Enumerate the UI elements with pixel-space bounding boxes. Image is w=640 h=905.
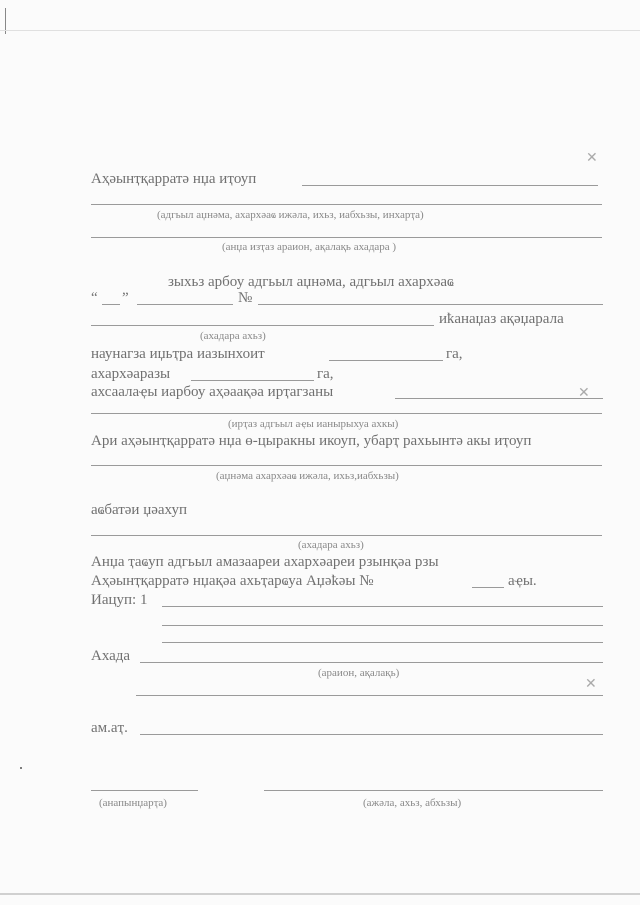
date-day-blank xyxy=(102,304,120,305)
scan-edge-top xyxy=(0,30,640,31)
caption-signature: (анапынџарҭа) xyxy=(99,797,167,809)
attachment-blank-1 xyxy=(162,606,603,607)
attachment-label: Иацуп: 1 xyxy=(91,592,148,608)
head-district-blank xyxy=(140,662,603,663)
caption-land-type: (ирҭаз адгьыл аҿы ианырыхуа ахкы) xyxy=(228,418,399,430)
caption-authority: (ахадара ахьз) xyxy=(200,330,266,342)
perpetual-area-unit: га, xyxy=(446,346,463,362)
scan-dot xyxy=(20,767,22,769)
caption-holder-details: (адгьыл аџнәма, ахархәаҩ ижәла, ихьз, иабхьзы, инхарҭа) xyxy=(157,209,424,221)
boundaries-blank xyxy=(395,398,603,399)
signer-name-blank xyxy=(264,790,603,791)
attachment-blank-3 xyxy=(162,642,603,643)
form-title-line: Аҳәынҭқарратә нџа иҭоуп xyxy=(91,171,257,187)
register-number-blank xyxy=(472,587,504,588)
head-label: Ахада xyxy=(91,648,131,664)
caption-recipient: (аџнәма ахархәаҩ ижәла, ихьз,иабхьзы) xyxy=(216,470,399,482)
seal-blank xyxy=(140,734,603,735)
caption-location: (анџа изҭаз араион, ақалақь ахадара ) xyxy=(222,241,397,253)
usage-label: ахархәаразы xyxy=(91,366,171,382)
caption-district: (араион, ақалақь) xyxy=(318,667,400,679)
usage-area-blank xyxy=(191,380,314,381)
head-signature-blank xyxy=(136,695,603,696)
land-type-blank xyxy=(91,413,602,414)
register-book-end: аҿы. xyxy=(508,573,537,589)
caption-signer-name: (ажәла, ахьз, абхьзы) xyxy=(363,797,462,809)
date-open-quote: “ xyxy=(91,290,98,306)
holder-details-blank xyxy=(91,204,602,205)
date-close-quote: ” xyxy=(122,290,129,306)
seal-label: ам.аҭ. xyxy=(91,720,128,736)
number-sign: № xyxy=(238,290,253,306)
date-month-blank xyxy=(137,304,233,305)
scan-artifact-mark: ✕ xyxy=(578,386,590,401)
second-copy-label: аҩбатәи џәахуп xyxy=(91,502,188,518)
copies-statement: Ари аҳәынҭқарратә нџа ө-цыракны икоуп, убарҭ рахьынтә акы иҭоуп xyxy=(91,433,532,449)
location-blank xyxy=(91,237,602,238)
authority-blank xyxy=(91,325,434,326)
decision-number-blank xyxy=(258,304,603,305)
scan-edge-bottom xyxy=(0,893,640,895)
land-owner-line: зыхьз арбоу адгьыл аџнәма, адгьыл ахархәаҩ xyxy=(168,274,454,290)
caption-second-authority: (ахадара ахьз) xyxy=(298,539,364,551)
attachment-blank-2 xyxy=(162,625,603,626)
decision-line-end: иҟанаџаз ақәџарала xyxy=(439,311,564,327)
boundaries-label: ахсаалаҿы иарбоу аҳәаақәа ирҭагзаны xyxy=(91,384,334,400)
scan-artifact-mark: ✕ xyxy=(585,677,597,692)
recipient-blank xyxy=(91,465,602,466)
usage-area-unit: га, xyxy=(317,366,334,382)
signature-blank xyxy=(91,790,198,791)
registration-statement: Анџа ҭаҩуп адгьыл амазаареи ахархәареи рзынқәа рзы xyxy=(91,554,439,570)
perpetual-use-label: наунагза иџьҭра иазынхоит xyxy=(91,346,265,362)
scan-artifact-mark: ✕ xyxy=(586,151,598,166)
holder-name-blank xyxy=(302,185,598,186)
perpetual-area-blank xyxy=(329,360,443,361)
register-book-label: Аҳәынҭқарратә нџақәа ахьҭарҩуа Аџәҟәы № xyxy=(91,573,374,589)
second-copy-authority-blank xyxy=(91,535,602,536)
